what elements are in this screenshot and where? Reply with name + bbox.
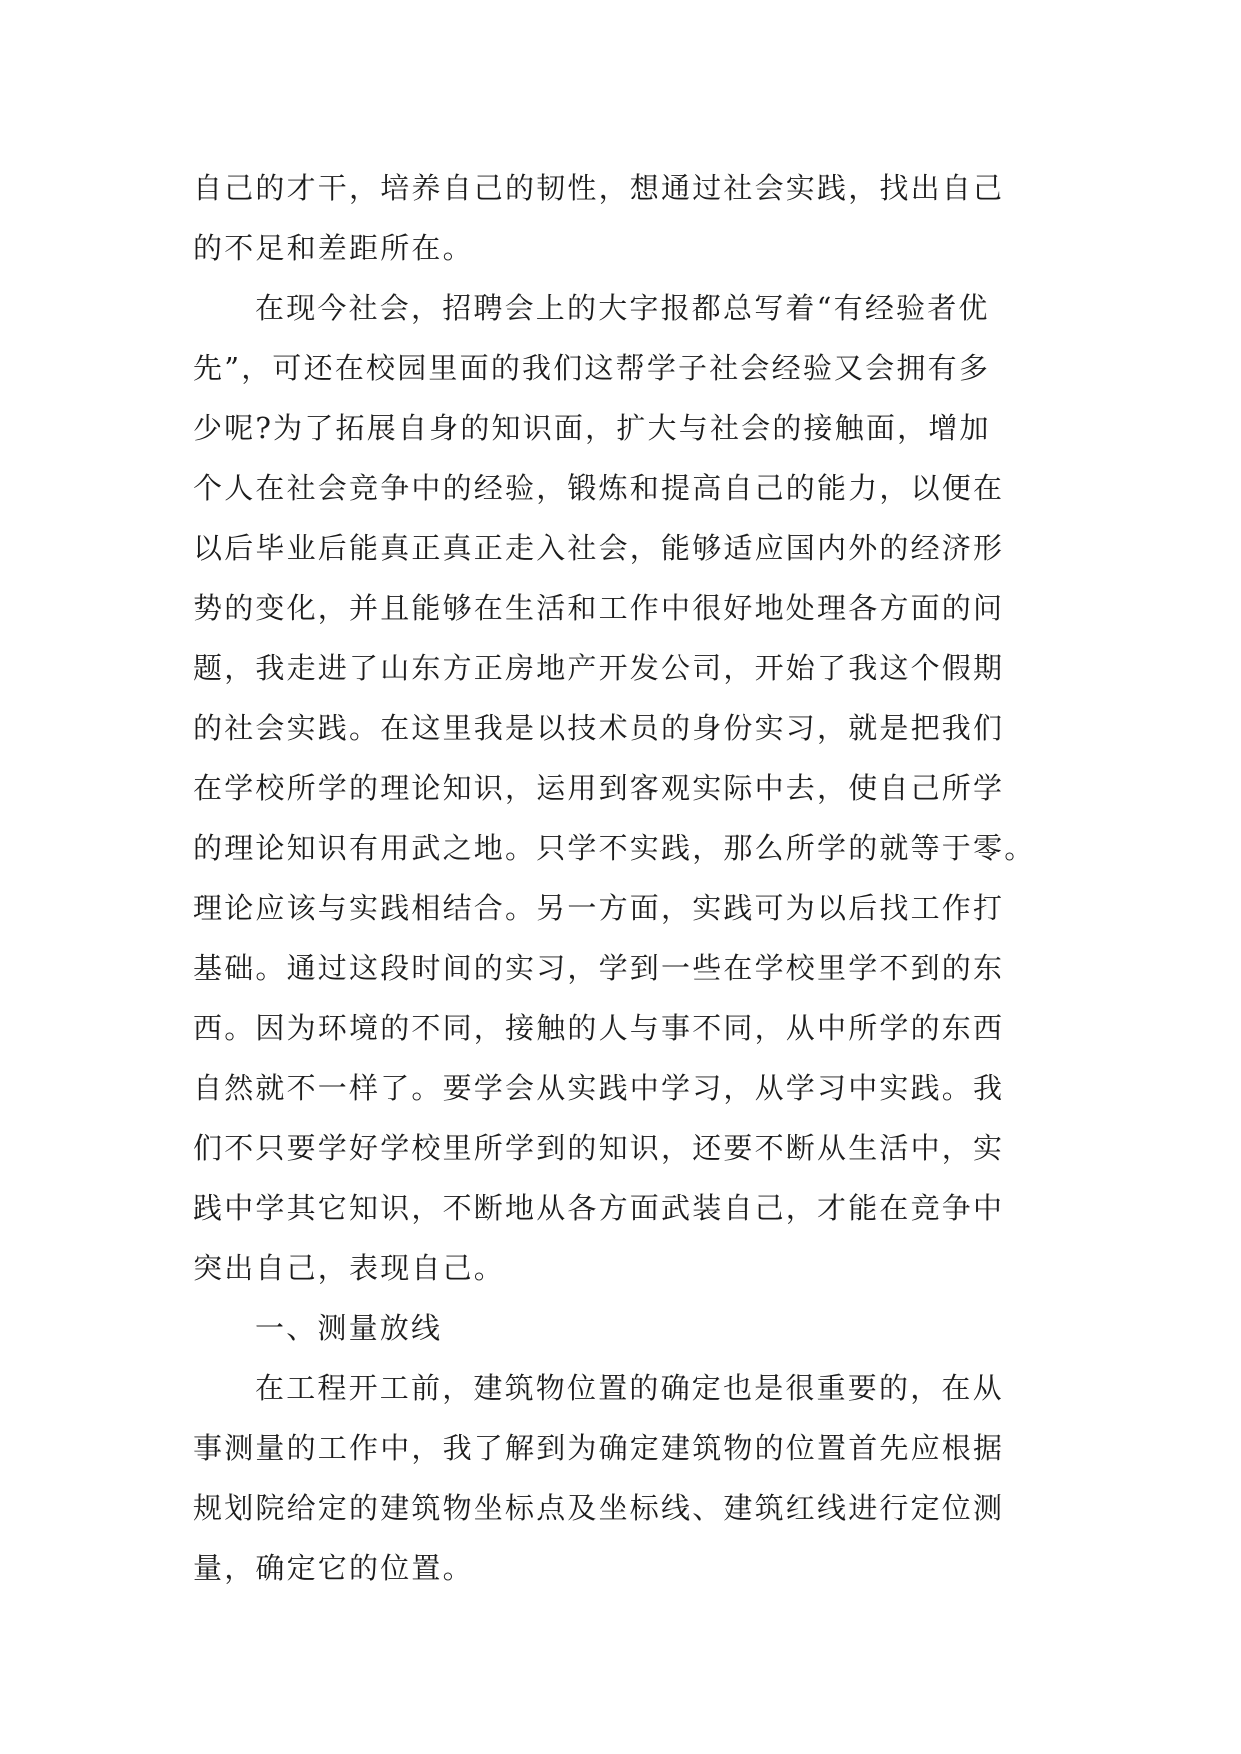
- text-line: 个人在社会竞争中的经验，锻炼和提高自己的能力，以便在: [193, 471, 1005, 505]
- paragraph-start-line: 在现今社会，招聘会上的大字报都总写着“有经验者优: [255, 291, 990, 325]
- text-line: 基础。通过这段时间的实习，学到一些在学校里学不到的东: [193, 951, 1005, 985]
- text-line: 势的变化，并且能够在生活和工作中很好地处理各方面的问: [193, 591, 1005, 625]
- text-line: 理论应该与实践相结合。另一方面，实践可为以后找工作打: [193, 891, 1005, 925]
- text-line: 以后毕业后能真正真正走入社会，能够适应国内外的经济形: [193, 531, 1005, 565]
- text-line: 践中学其它知识，不断地从各方面武装自己，才能在竞争中: [193, 1191, 1005, 1225]
- body-text: [193, 158, 1053, 1598]
- text-line: 事测量的工作中，我了解到为确定建筑物的位置首先应根据: [193, 1431, 1005, 1465]
- section-heading: 一、测量放线: [255, 1311, 443, 1345]
- text-line: 自然就不一样了。要学会从实践中学习，从学习中实践。我: [193, 1071, 1005, 1105]
- text-line: 规划院给定的建筑物坐标点及坐标线、建筑红线进行定位测: [193, 1491, 1005, 1525]
- text-line: 在学校所学的理论知识，运用到客观实际中去，使自己所学: [193, 771, 1005, 805]
- text-line: 西。因为环境的不同，接触的人与事不同，从中所学的东西: [193, 1011, 1005, 1045]
- paragraph-start-line: 在工程开工前，建筑物位置的确定也是很重要的，在从: [255, 1371, 1004, 1405]
- text-line: 们不只要学好学校里所学到的知识，还要不断从生活中，实: [193, 1131, 1005, 1165]
- text-line: 的不足和差距所在。: [193, 231, 474, 265]
- text-line: 先”，可还在校园里面的我们这帮学子社会经验又会拥有多: [193, 351, 991, 385]
- text-line: 的社会实践。在这里我是以技术员的身份实习，就是把我们: [193, 711, 1005, 745]
- text-line: 突出自己，表现自己。: [193, 1251, 506, 1285]
- text-line: 题，我走进了山东方正房地产开发公司，开始了我这个假期: [193, 651, 1005, 685]
- text-line: 少呢?为了拓展自身的知识面，扩大与社会的接触面，增加: [193, 411, 991, 445]
- text-line: 的理论知识有用武之地。只学不实践，那么所学的就等于零。: [193, 831, 1036, 865]
- text-line: 自己的才干，培养自己的韧性，想通过社会实践，找出自己: [193, 171, 1005, 205]
- text-line: 量，确定它的位置。: [193, 1551, 474, 1585]
